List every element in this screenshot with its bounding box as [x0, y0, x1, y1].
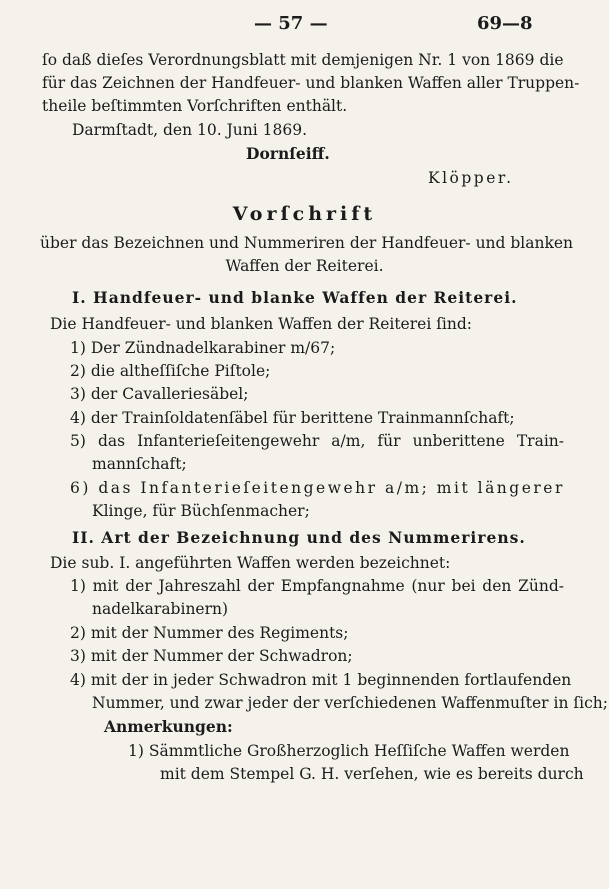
- list-item-continuation: Nummer, und zwar jeder der verſchiedenen Waffenmuſter in ſich;: [92, 694, 608, 712]
- signature-dornseiff: Dornſeiff.: [246, 144, 330, 163]
- list-item-continuation: mannſchaft;: [92, 455, 187, 473]
- list-item-continuation: Klinge, für Büchſenmacher;: [92, 502, 310, 520]
- subtitle-line-1: über das Bezeichnen und Nummeriren der Handfeuer- und blanken: [40, 234, 574, 252]
- list-item: 5) das Infanterieſeitengewehr a/m, für unberittene Train-: [70, 432, 564, 450]
- intro-line-2: für das Zeichnen der Handfeuer- und blanken Waffen aller Truppen-: [42, 74, 580, 92]
- list-item-continuation: nadelkarabinern): [92, 600, 229, 618]
- list-item: 6) das Infanterieſeitengewehr a/m; mit längerer: [70, 479, 565, 497]
- list-item: 3) der Cavalleriesäbel;: [70, 385, 249, 403]
- section-reference: 69—8: [477, 13, 533, 34]
- list-item: 1) mit der Jahreszahl der Empfangnahme (nur bei den Zünd-: [70, 577, 564, 595]
- list-item: 4) der Trainſoldatenſäbel für berittene Trainmannſchaft;: [70, 409, 515, 427]
- signature-kloepper: Klöpper.: [428, 169, 514, 187]
- list-item: 2) die altheſſiſche Piſtole;: [70, 362, 271, 380]
- intro-line-1: ſo daß dieſes Verordnungsblatt mit demjenigen Nr. 1 von 1869 die: [42, 51, 564, 69]
- notes-heading: Anmerkungen:: [104, 717, 233, 736]
- section-1-heading: I. Handfeuer- und blanke Waffen der Reiterei.: [72, 288, 518, 307]
- intro-line-3: theile beſtimmten Vorſchriften enthält.: [42, 97, 348, 115]
- subtitle-line-2: Waffen der Reiterei.: [225, 257, 384, 275]
- note-item-continuation: mit dem Stempel G. H. verſehen, wie es bereits durch: [160, 765, 584, 783]
- note-item: 1) Sämmtliche Großherzoglich Heſſiſche Waffen werden: [128, 742, 570, 760]
- list-item: 3) mit der Nummer der Schwadron;: [70, 647, 353, 665]
- section-2-heading: II. Art der Bezeichnung und des Nummerirens.: [72, 528, 526, 547]
- list-item: 2) mit der Nummer des Regiments;: [70, 624, 349, 642]
- document-title: Vorſchrift: [232, 203, 377, 225]
- list-item: 1) Der Zündnadelkarabiner m/67;: [70, 339, 336, 357]
- list-item: 4) mit der in jeder Schwadron mit 1 beginnenden fortlaufenden: [70, 671, 572, 689]
- section-2-intro: Die sub. I. angeführten Waffen werden bezeichnet:: [50, 554, 451, 572]
- page-number: — 57 —: [254, 13, 328, 34]
- section-1-intro: Die Handfeuer- und blanken Waffen der Reiterei ſind:: [50, 315, 473, 333]
- place-date: Darmſtadt, den 10. Juni 1869.: [72, 121, 308, 139]
